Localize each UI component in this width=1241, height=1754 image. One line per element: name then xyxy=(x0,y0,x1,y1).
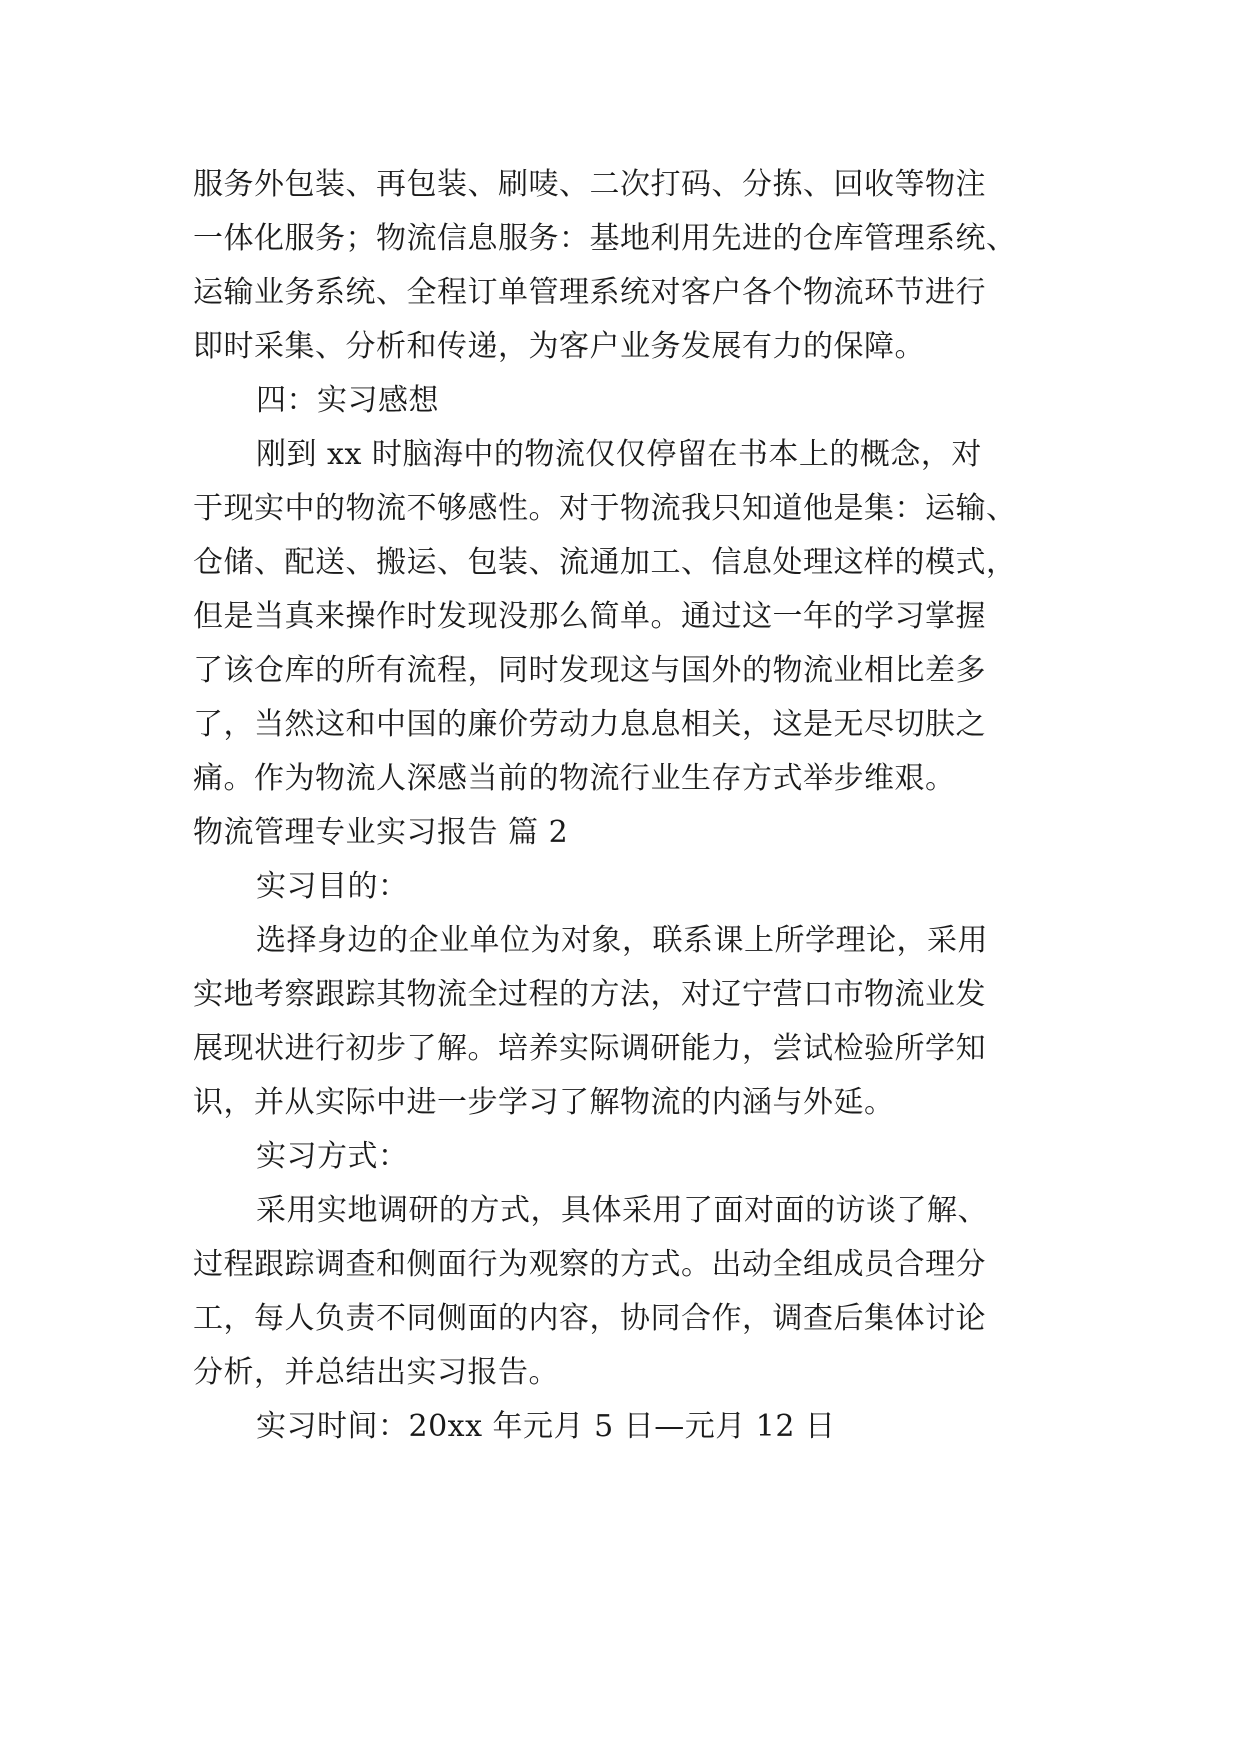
text-line: 分析，并总结出实习报告。 xyxy=(193,1355,559,1390)
paragraph-purpose xyxy=(193,914,1053,1130)
section-heading-internship-reflections: 四：实习感想 xyxy=(256,383,439,418)
text-line: 于现实中的物流不够感性。对于物流我只知道他是集：运输、 xyxy=(193,491,1017,526)
text-line: 一体化服务；物流信息服务：基地利用先进的仓库管理系统、 xyxy=(193,221,1017,256)
section-heading-method: 实习方式： xyxy=(256,1139,409,1174)
text-line: 了该仓库的所有流程，同时发现这与国外的物流业相比差多 xyxy=(193,653,986,688)
text-line: 实地考察跟踪其物流全过程的方法，对辽宁营口市物流业发 xyxy=(193,977,986,1012)
report-title: 物流管理专业实习报告 篇 2 xyxy=(193,815,569,850)
text-line: 工，每人负责不同侧面的内容，协同合作，调查后集体讨论 xyxy=(193,1301,986,1336)
text-line: 识，并从实际中进一步学习了解物流的内涵与外延。 xyxy=(193,1085,895,1120)
text-line: 选择身边的企业单位为对象，联系课上所学理论，采用 xyxy=(256,923,988,958)
text-line: 过程跟踪调查和侧面行为观察的方式。出动全组成员合理分 xyxy=(193,1247,986,1282)
text-line: 仓储、配送、搬运、包装、流通加工、信息处理这样的模式， xyxy=(193,545,1017,580)
paragraph-reflections xyxy=(193,428,1053,806)
text-line: 痛。作为物流人深感当前的物流行业生存方式举步维艰。 xyxy=(193,761,956,796)
internship-time: 实习时间：20xx 年元月 5 日—元月 12 日 xyxy=(256,1409,836,1444)
paragraph-logistics-services xyxy=(193,158,1053,374)
paragraph-method xyxy=(193,1184,1053,1400)
text-line: 服务外包装、再包装、刷唛、二次打码、分拣、回收等物注 xyxy=(193,167,986,202)
text-line: 刚到 xx 时脑海中的物流仅仅停留在书本上的概念，对 xyxy=(256,437,982,472)
section-heading-purpose: 实习目的： xyxy=(256,869,409,904)
text-line: 即时采集、分析和传递，为客户业务发展有力的保障。 xyxy=(193,329,925,364)
document-page xyxy=(193,158,1053,1454)
text-line: 采用实地调研的方式，具体采用了面对面的访谈了解、 xyxy=(256,1193,988,1228)
text-line: 了，当然这和中国的廉价劳动力息息相关，这是无尽切肤之 xyxy=(193,707,986,742)
text-line: 展现状进行初步了解。培养实际调研能力，尝试检验所学知 xyxy=(193,1031,986,1066)
text-line: 但是当真来操作时发现没那么简单。通过这一年的学习掌握 xyxy=(193,599,986,634)
text-line: 运输业务系统、全程订单管理系统对客户各个物流环节进行 xyxy=(193,275,986,310)
